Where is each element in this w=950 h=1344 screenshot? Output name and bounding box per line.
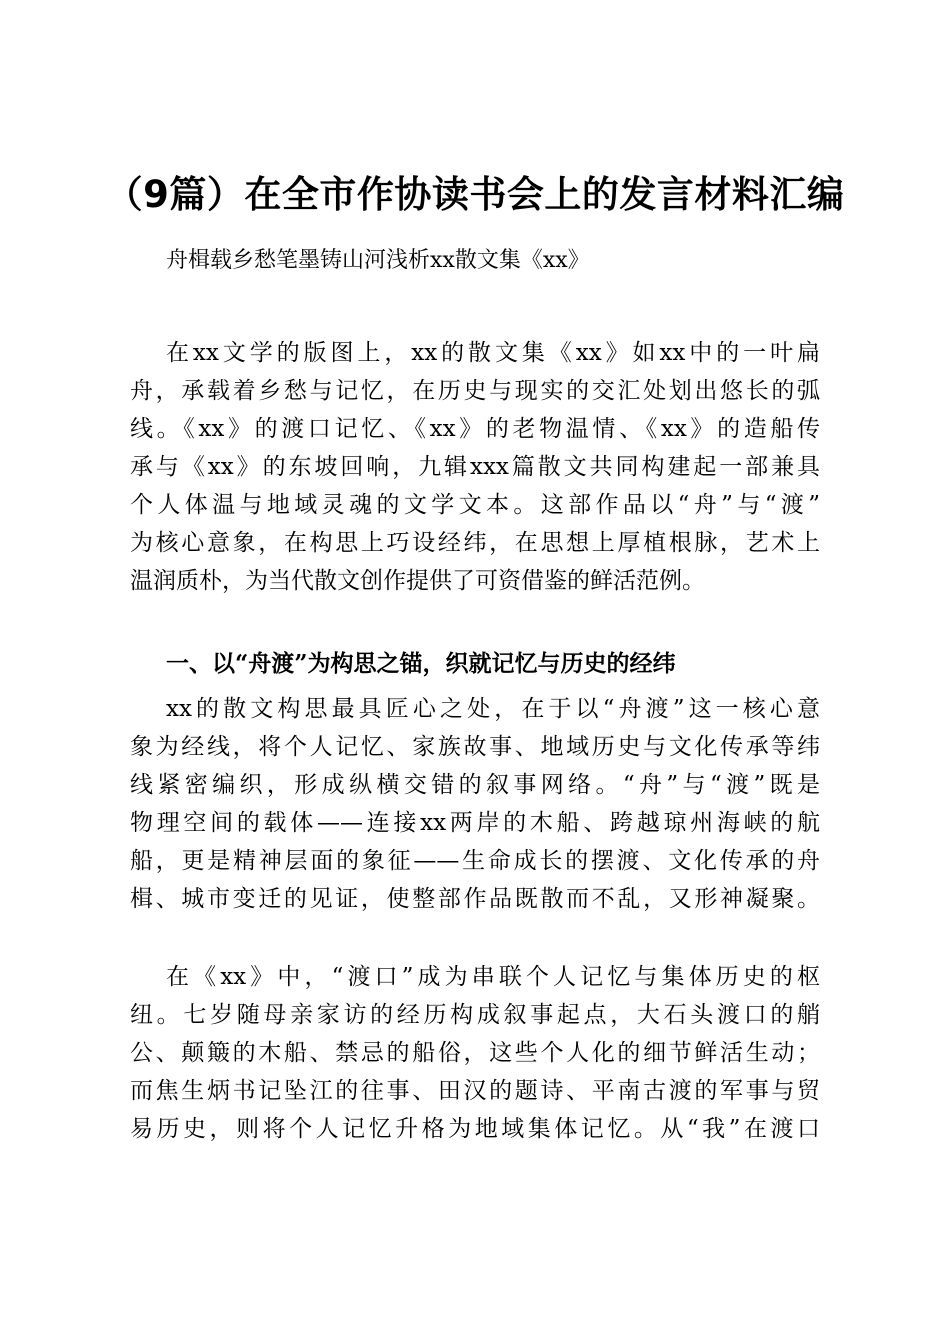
document-title: （9篇）在全市作协读书会上的发言材料汇编 [105,173,845,216]
paragraph-line: 物理空间的载体——连接xx两岸的木船、跨越琼州海峡的航 [130,810,820,836]
paragraph-section1-a [130,690,820,956]
paragraph-line: 舟，承载着乡愁与记忆，在历史与现实的交汇处划出悠长的弧 [130,378,820,404]
document-subtitle: 舟楫载乡愁笔墨铸山河浅析xx散文集《xx》 [166,248,590,273]
paragraph-intro [130,334,820,638]
paragraph-line: 个人体温与地域灵魂的文学文本。这部作品以“舟”与“渡” [130,492,820,518]
paragraph-line: 线。《xx》的渡口记忆、《xx》的老物温情、《xx》的造船传 [130,416,820,442]
paragraph-line: 在《xx》中，“渡口”成为串联个人记忆与集体历史的枢 [166,964,820,990]
paragraph-line: 线紧密编织，形成纵横交错的叙事网络。“舟”与“渡”既是 [130,772,820,798]
paragraph-line: 承与《xx》的东坡回响，九辑xxx篇散文共同构建起一部兼具 [130,454,820,480]
paragraph-section1-b [130,958,820,1188]
paragraph-line: 易历史，则将个人记忆升格为地域集体记忆。从“我”在渡口 [130,1116,820,1142]
paragraph-line: xx的散文构思最具匠心之处，在于以“舟渡”这一核心意 [166,696,820,722]
paragraph-line: 为核心意象，在构思上巧设经纬，在思想上厚植根脉，艺术上 [130,530,820,556]
section-heading-1: 一、以“舟渡”为构思之锚，织就记忆与历史的经纬 [166,650,676,677]
paragraph-line: 楫、城市变迁的见证，使整部作品既散而不乱，又形神凝聚。 [130,886,820,912]
paragraph-line: 温润质朴，为当代散文创作提供了可资借鉴的鲜活范例。 [130,568,705,594]
paragraph-line: 在xx文学的版图上，xx的散文集《xx》如xx中的一叶扁 [166,340,820,366]
paragraph-line: 而焦生炳书记坠江的往事、田汉的题诗、平南古渡的军事与贸 [130,1078,820,1104]
paragraph-line: 纽。七岁随母亲家访的经历构成叙事起点，大石头渡口的艄 [130,1002,820,1028]
paragraph-line: 象为经线，将个人记忆、家族故事、地域历史与文化传承等纬 [130,734,820,760]
paragraph-line: 公、颠簸的木船、禁忌的船俗，这些个人化的细节鲜活生动； [130,1040,820,1066]
paragraph-line: 船，更是精神层面的象征——生命成长的摆渡、文化传承的舟 [130,848,820,874]
